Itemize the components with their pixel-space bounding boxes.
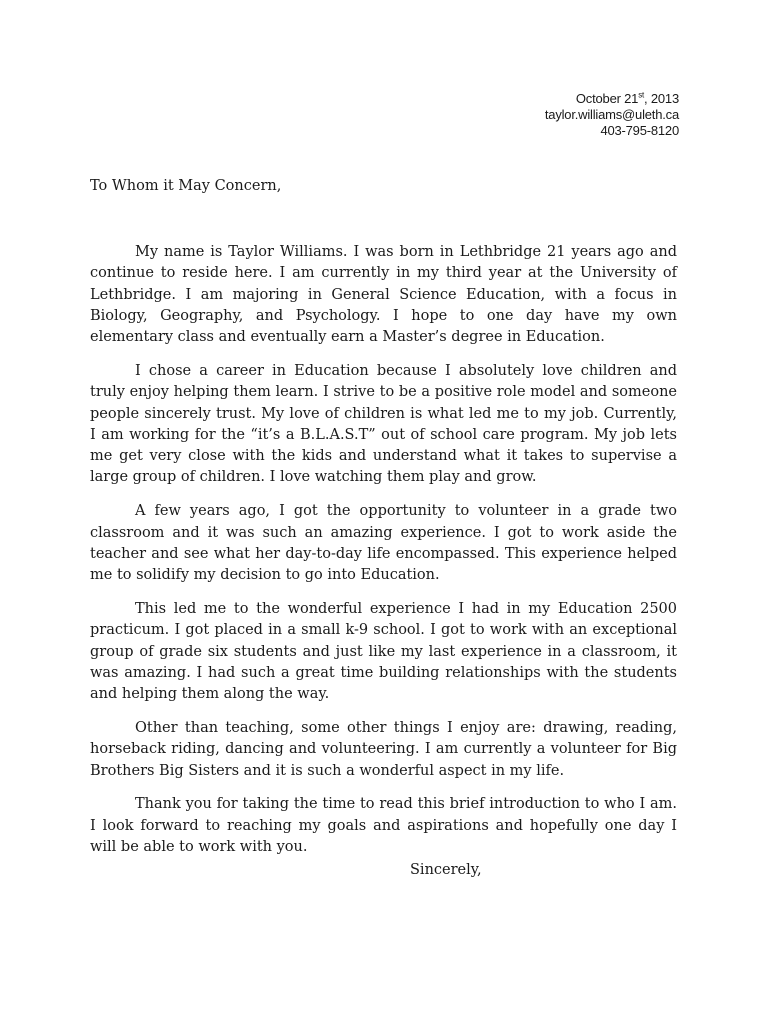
paragraph: This led me to the wonderful experience I had in my Education 2500 practicum. I got placed in a small k-9 school. I got to work with an exceptional group of grade six students and just like my last experience in a classroom, it was amazing. I had such a great time building relationships with the students and helping them along the way. [90, 600, 677, 703]
salutation: To Whom it May Concern, [90, 178, 282, 194]
letter-date [545, 91, 679, 107]
closing: Sincerely, [410, 862, 482, 878]
paragraph: My name is Taylor Williams. I was born in Lethbridge 21 years ago and continue to reside here. I am currently in my third year at the University of Lethbridge. I am majoring in General Science Education, with a focus in Biology, Geography, and Psychology. I hope to one day have my own elementary class and eventually earn a Master’s degree in Education. [90, 244, 677, 346]
paragraph: Other than teaching, some other things I enjoy are: drawing, reading, horseback riding, dancing and volunteering. I am currently a volunteer for Big Brothers Big Sisters and it is such a wonderful aspect in my life. [90, 719, 677, 779]
sender-contact-block [545, 91, 679, 139]
paragraph: Thank you for taking the time to read this brief introduction to who I am. I look forward to reaching my goals and aspirations and hopefully one day I will be able to work with you. [90, 796, 677, 855]
paragraph: A few years ago, I got the opportunity to volunteer in a grade two classroom and it was such an amazing experience. I got to work aside the teacher and see what her day-to-day life encompassed. This experience helped me to solidify my decision to go into Education. [90, 503, 677, 584]
letter-body [90, 242, 677, 871]
sender-phone: 403-795-8120 [600, 123, 679, 138]
date-day: October 21 [575, 91, 639, 106]
date-ordinal-suffix: st [638, 90, 645, 100]
date-year: , 2013 [644, 91, 679, 106]
sender-email: taylor.williams@uleth.ca [544, 107, 679, 122]
paragraph: I chose a career in Education because I absolutely love children and truly enjoy helping them learn. I strive to be a positive role model and someone people sincerely trust. My love of children is what led me to my job. Currently, I am working for the “it’s a B.L.A.S.T” out of school care program. My job lets me get very close with the kids and understand what it takes to supervise a large group of children. I love watching them play and grow. [90, 362, 677, 486]
